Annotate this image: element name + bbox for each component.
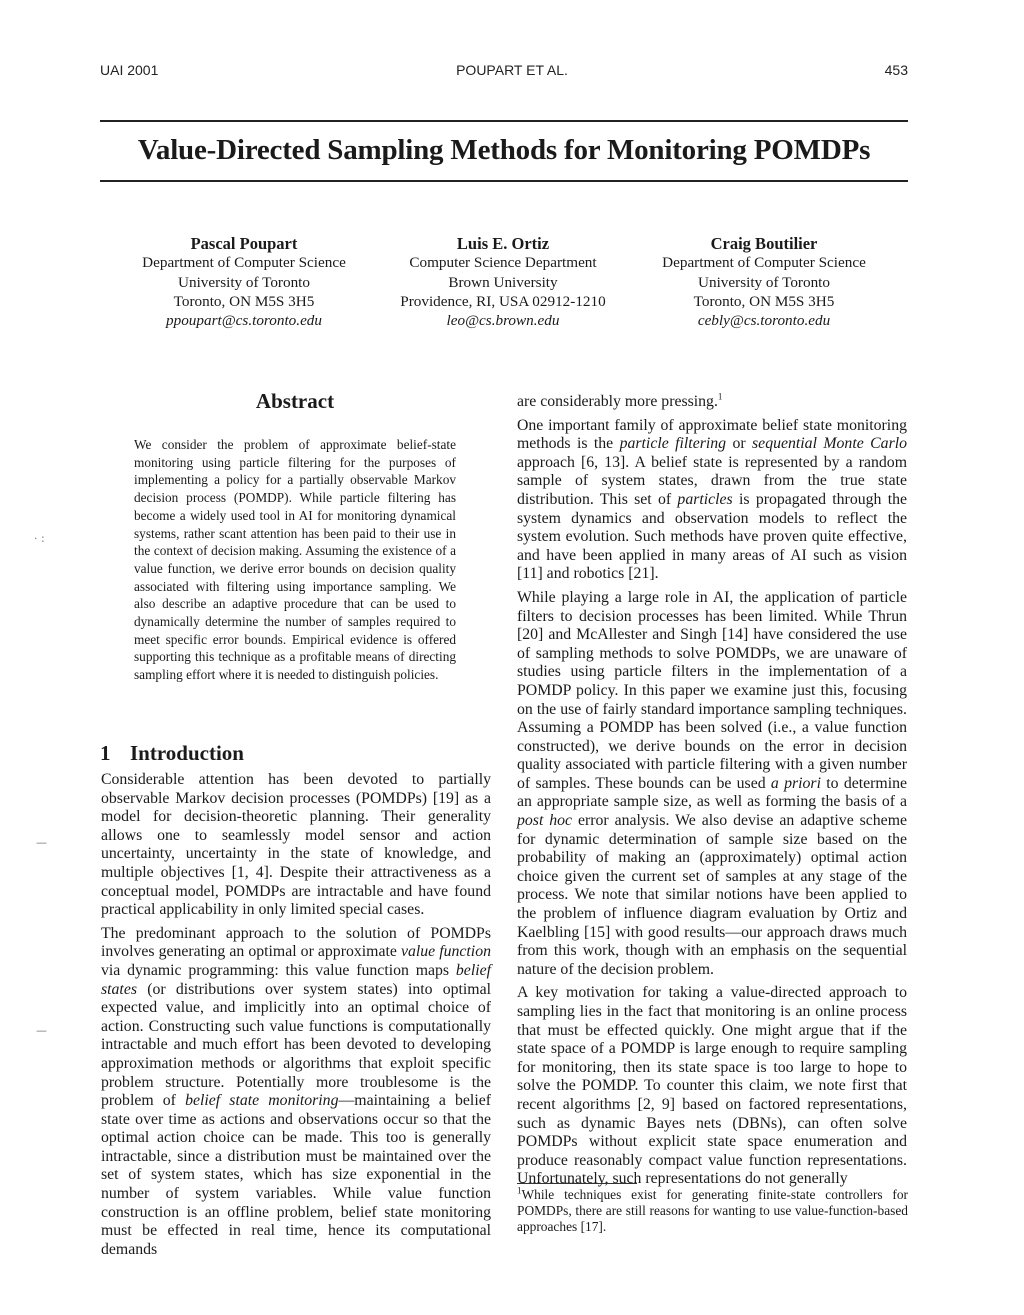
- paragraph: While playing a large role in AI, the application of particle filters to decision processes has been limited. While Thrun [20] and McAllester and Singh [14] have considered the use of sampling methods to solve POMDPs, we are unaware of studies using particle filters in the implementation of a POMDP policy. In this paper we examine just this, focusing on the use of fairly standard importance sampling techniques. Assuming a POMDP has been solved (i.e., a value function constructed), we derive bounds on the error in decision quality associated with particle filtering with a given number of samples. These bounds can be used a priori to determine an appropriate sample size, as well as forming the basis of a post hoc error analysis. We also devise an adaptive scheme for dynamic determination of sample size based on the probability of making an (approximately) optimal action choice given the current set of samples at any stage of the process. We note that similar notions have been applied to the problem of influence diagram evaluation by Ortiz and Kaelbling [15] with good results—our approach draws much from this work, though with an emphasis on the sequential nature of the decision problem.: [517, 588, 907, 978]
- section-number: 1: [100, 741, 111, 765]
- author-name: Craig Boutilier: [710, 234, 818, 253]
- author-name: Luis E. Ortiz: [456, 234, 550, 253]
- section-heading: [100, 741, 244, 766]
- footnote-marker: 1: [717, 391, 723, 402]
- title-bottom-rule: [100, 180, 908, 182]
- running-header-authors: POUPART ET AL.: [456, 62, 568, 78]
- abstract-heading: Abstract: [255, 389, 335, 413]
- author-block: [624, 234, 904, 330]
- author-block: [363, 234, 643, 330]
- author-department: Department of Computer Science: [142, 254, 346, 272]
- section-title: Introduction: [130, 741, 244, 765]
- right-column-body: [517, 393, 907, 1194]
- author-department: Department of Computer Science: [662, 254, 866, 272]
- running-header-venue: UAI 2001: [100, 62, 159, 78]
- paragraph: One important family of approximate belief state monitoring methods is the particle filtering or sequential Monte Carlo approach [6, 13]. A belief state is represented by a random sample of system states, drawn from the true state distribution. This set of particles is propagated through the system dynamics and observation models to reflect the system evolution. Such methods have proven quite effective, and have been applied in many areas of AI such as vision [11] and robotics [21].: [517, 416, 908, 583]
- author-department: Computer Science Department: [409, 254, 597, 272]
- author-address: Toronto, ON M5S 3H5: [693, 292, 835, 310]
- title-top-rule: [100, 120, 908, 122]
- scan-artifact: · :: [34, 532, 45, 545]
- paragraph: are considerably more pressing.$^1$: [517, 391, 723, 410]
- scan-artifact: —: [36, 836, 47, 849]
- paper-title: Value-Directed Sampling Methods for Monitoring POMDPs: [137, 134, 871, 166]
- author-address: Providence, RI, USA 02912-1210: [400, 292, 606, 310]
- author-address: Toronto, ON M5S 3H5: [173, 292, 315, 310]
- paragraph: A key motivation for taking a value-directed approach to sampling lies in the fact that monitoring is an online process that must be effected quickly. One might argue that if the state space of a POMDP is large enough to require sampling for monitoring, then its state space is too large to hope to solve the POMDP. To counter this claim, we note first that recent algorithms [2, 9] based on factored representations, such as dynamic Bayes nets (DBNs), can often solve POMDPs without explicit state space enumeration and produce reasonably compact value function representations. Unfortunately, such representations do not generally: [517, 984, 907, 1188]
- footnote: [517, 1187, 908, 1235]
- footnote-rule: [517, 1183, 637, 1184]
- page-number: 453: [884, 62, 908, 78]
- left-column-body: [101, 771, 491, 1264]
- author-university: University of Toronto: [698, 273, 830, 291]
- author-email: ppoupart@cs.toronto.edu: [166, 312, 322, 330]
- paragraph: The predominant approach to the solution of POMDPs involves generating an optimal or approximate value function via dynamic programming: this value function maps belief states (or distributions over system states) into optimal expected value, and implicitly into an optimal choice of action. Constructing such value functions is computationally intractable and much effort has been devoted to developing approximation methods or algorithms that exploit specific problem structure. Potentially more troublesome is the problem of belief state monitoring—maintaining a belief state over time as actions and observations occur so that the optimal action choice can be made. This too is generally intractable, since a distribution must be maintained over the set of system states, which has size exponential in the number of system variables. While value function construction is an offline problem, belief state monitoring must be effected in real time, hence its computational demands: [101, 924, 491, 1258]
- author-university: University of Toronto: [178, 273, 310, 291]
- author-block: [104, 234, 384, 330]
- author-university: Brown University: [448, 273, 558, 291]
- footnote-marker: 1: [517, 1185, 522, 1196]
- footnote-text: While techniques exist for generating finite-state controllers for POMDPs, there are still reasons for wanting to use value-function-based approaches [17].: [517, 1187, 908, 1234]
- author-email: leo@cs.brown.edu: [446, 312, 560, 330]
- author-email: cebly@cs.toronto.edu: [697, 312, 831, 330]
- scan-artifact: —: [36, 1024, 47, 1037]
- abstract-text: We consider the problem of approximate belief-state monitoring using particle filtering for the purposes of implementing a policy for a partially observable Markov decision process (POMDP). While particle filtering has become a widely used tool in AI for monitoring dynamical systems, rather scant attention has been paid to their use in the context of decision making. Assuming the existence of a value function, we derive error bounds on decision quality associated with filtering using importance sampling. We also describe an adaptive procedure that can be used to dynamically determine the number of samples required to meet specific error bounds. Empirical evidence is offered supporting this technique as a profitable means of directing sampling effort where it is needed to distinguish policies.: [134, 437, 456, 683]
- author-name: Pascal Poupart: [190, 234, 298, 253]
- paragraph: Considerable attention has been devoted to partially observable Markov decision processes (POMDPs) [19] as a model for decision-theoretic planning. Their generality allows one to seamlessly model sensor and action uncertainty, uncertainty in the state of knowledge, and multiple objectives [1, 4]. Despite their attractiveness as a conceptual model, POMDPs are intractable and have found practical applicability in only limited special cases.: [101, 771, 491, 919]
